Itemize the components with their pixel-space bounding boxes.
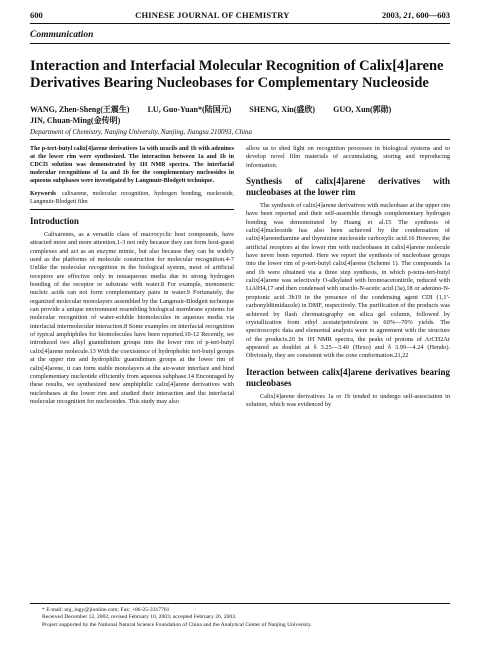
right-column <box>246 145 450 409</box>
intro-paragraph: Calixarenes, as a versatile class of macrocyclic host compounds, have attracted more and more attention,1-3 not only because they can form host-guest complexes and act as an enzyme mimic, but also because they can be widely used as the platforms of molecule construction for molecular recognition.4-7 Unlike the molecular recognition in the biological system, most of artificial receptors are effective only in nonaqueous media due to strong hydrogen bonding of the receptor or substrate with water.8 For example, monomeric nucleic acids can not form complementary pairs in water.9 Fortunately, the organized molecular monolayers assembled by the Langmuir-Blodgett technique can provide a unique environment resembling biological membrane systems for molecular recognition of water-soluble biomolecules in aqueous media via interfacial intermolecular interaction.8 Some examples on interfacial recognition of typical amphiphiles for biomolecules have been reported.10-12 Recently, we introduced two alkyl guanidinium groups into the lower rim of p-tert-butyl calix[4]arene molecule.13 With the coexistence of hydrophobic tert-butyl groups at the upper rim and hydrophilic guanidinium groups at the lower rim of calix[4]arene, it can form stable monolayers at the air-water interface and bind complementary nucleotide efficiently from aqueous subphase.14 Encouraged by these results, we synthesized new amphiphilic calix[4]arene derivatives with nucleobases at the lower rim and studied their interaction and the interfacial molecular recognition for nucleosides. This study may also <box>30 231 234 405</box>
left-column <box>30 145 234 409</box>
keywords-block <box>30 190 234 210</box>
iteraction-paragraph: Calix[4]arene derivatives 1a or 1b tended to undergo self-association in solution, which was evidenced by <box>246 392 450 408</box>
intro-continuation: allow us to shed light on recognition processes in biological systems and to develop novel film materials of accumulating, storing and reproducing information. <box>246 145 450 169</box>
keywords-text: calixarene, molecular recognition, hydrogen bonding, nucleoside, Langmuir-Blodgett film <box>30 191 234 205</box>
body-columns <box>30 145 450 409</box>
footnote-project: Project supported by the National Natural Science Foundation of China and the Analytical Center of Nanjing University. <box>42 621 312 628</box>
affiliation: Department of Chemistry, Nanjing University, Nanjing, Jiangsu 210093, China <box>30 128 450 140</box>
synthesis-heading: Synthesis of calix[4]arene derivatives with nucleobases at the lower rim <box>246 176 450 198</box>
author: LU, Guo-Yuan*(陆国元) <box>147 105 232 114</box>
footnote-received: Received December 12, 2002; revised February 10, 2003; accepted February 26, 2003. <box>42 614 237 621</box>
citation-pages: , 600—603 <box>411 10 450 20</box>
article-title: Interaction and Interfacial Molecular Recognition of Calix[4]arene Derivatives Bearing Nucleobases for Complementary Nucleoside <box>30 58 444 91</box>
footnote-email: * E-mail: nnj_lugy@jlonline.com; Fax: +86-25-3317761 <box>42 607 170 613</box>
running-head <box>30 10 450 24</box>
section-label: Communication <box>30 30 450 44</box>
journal-name: CHINESE JOURNAL OF CHEMISTRY <box>135 10 290 20</box>
iteraction-heading: Iteraction between calix[4]arene derivatives bearing nucleobases <box>246 366 450 388</box>
citation-year: 2003, <box>382 10 402 20</box>
footnotes <box>30 603 450 629</box>
citation-volume: 21 <box>403 10 412 20</box>
author-list <box>30 104 450 126</box>
introduction-heading: Introduction <box>30 216 79 226</box>
abstract: The p-tert-butyl calix[4]arene derivatives 1a with uracils and 1b with adenines at the lower rim were synthesized. The interaction between 1a and 1b in CDCl3 solution was demonstrated by 1H NMR spectra. The interfacial molecular recognitions of 1a and 1b for the complementary nucleosides in aqueous subphases were investigated by Langmuir-Blodgett technique. <box>30 146 234 184</box>
author: JIN, Chuan-Ming(金传明) <box>30 116 121 125</box>
author: SHENG, Xin(盛欣) <box>249 105 316 114</box>
citation <box>382 10 450 20</box>
author: GUO, Xun(郭勋) <box>333 105 392 114</box>
author: WANG, Zhen-Sheng(王震生) <box>30 105 130 114</box>
keywords-label: Keywords <box>30 191 56 197</box>
synthesis-paragraph: The synthesis of calix[4]arene derivatives with nucleobase at the upper rim have been reported and their self-assemble through complementary hydrogen bonding was demonstrated by Huang et al.15 The synthesis of calix[4]nucleoside has also been achieved by the condensation of calix[4]arenediamine and thyminine nucleoside carboxylic acid.16 However, the artificial receptors at the lower rim with nucleobases in calix[4]arene molecule have never been reported. Here we report the synthesis of nucleobase groups into the lower rim of p-tert-butyl calix[4]arene (Scheme 1). The compounds 1a and 1b were obtained via a three step synthesis, in which p-tetra-tert-butyl calix[4]arene was selectively O-alkylated with bromoacetonitrile, reduced with LiAlH4,17 and then condensed with uracilo-N-acetic acid (3a),18 or adenino-N-propionic acid 3b19 in the presence of the condensing agent CDI (1,1′-carbonyldiimidazole) in DMF, respectively. The purification of the products was achieved by flash chromatography on silica gel column, followed by crystallization from ethyl acetate/petroleum in 60%—70% yields. The spectroscopic data and elemental analysis were in agreement with the structure of the products.20 In 1H NMR spectra, the peaks of protons of ArCH2Ar appeared as doublet at δ 3.25—3.40 (Hexo) and δ 3.99—4.24 (Hendo). Obviously, they are consistent with the cone conformation.21,22 <box>246 202 450 360</box>
page-number: 600 <box>30 10 43 20</box>
